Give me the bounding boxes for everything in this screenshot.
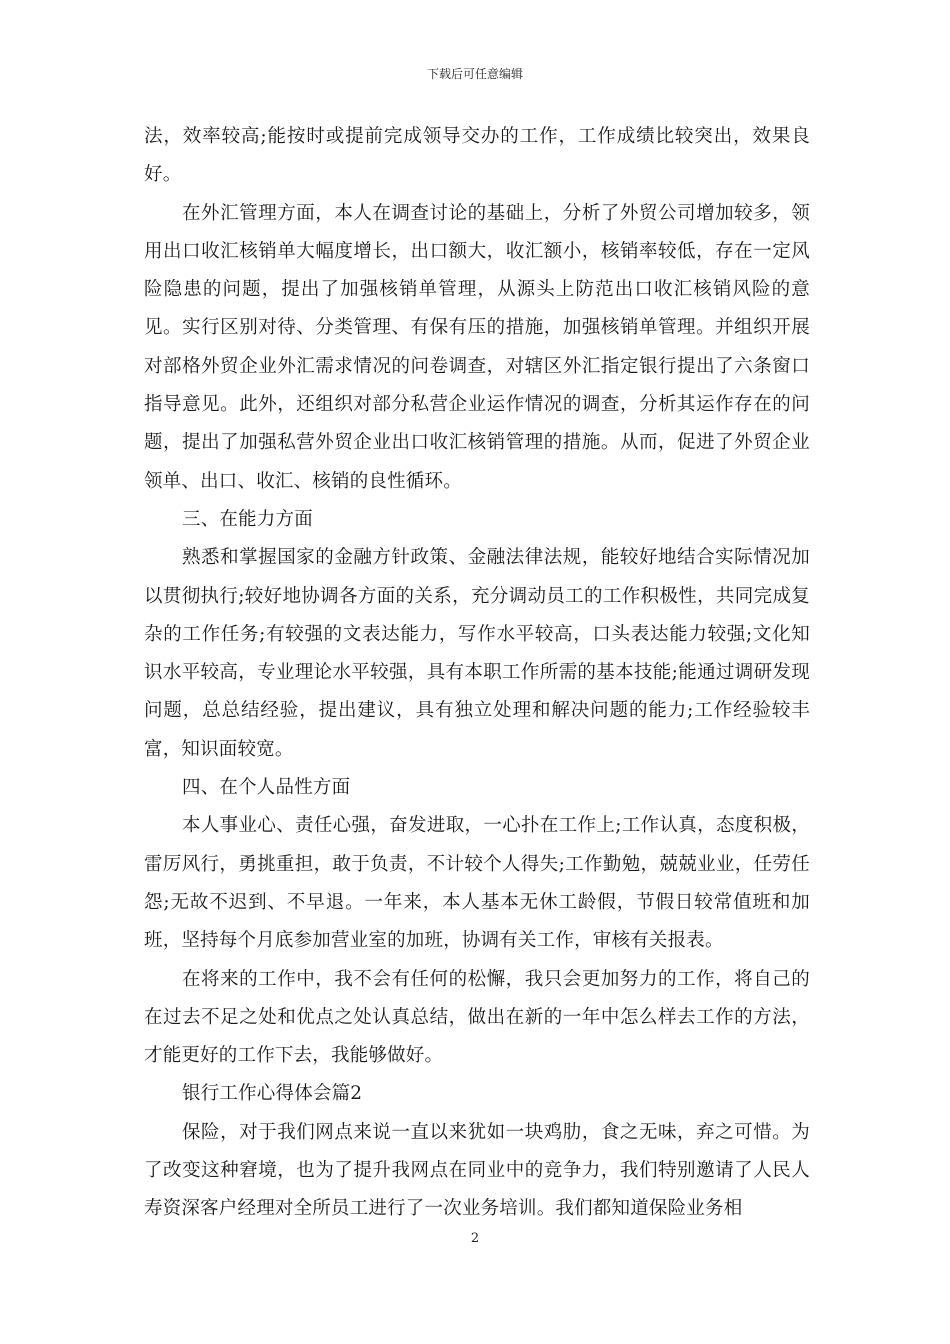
page-number: 2 xyxy=(470,1231,480,1246)
paragraph-forex-management: 在外汇管理方面，本人在调查讨论的基础上，分析了外贸公司增加较多，领用出口收汇核销单大幅度增长，出口额大，收汇额小，核销率较低，存在一定风险隐患的问题，提出了加强核销单管理，从源头上防范出口收汇核销风险的意见。实行区别对待、分类管理、有保有压的措施，加强核销单管理。并组织开展对部格外贸企业外汇需求情况的问卷调查，对辖区外汇指定银行提出了六条窗口指导意见。此外，还组织对部分私营企业运作情况的调查，分析其运作存在的问题，提出了加强私营外贸企业出口收汇核销管理的措施。从而，促进了外贸企业领单、出口、收汇、核销的良性循环。 xyxy=(144,202,810,492)
paragraph-ability: 熟悉和掌握国家的金融方针政策、金融法律法规，能较好地结合实际情况加以贯彻执行;较好地协调各方面的关系，充分调动员工的工作积极性，共同完成复杂的工作任务;有较强的文表达能力，写作水平较高，口头表达能力较强;文化知识水平较高，专业理论水平较强，具有本职工作所需的基本技能;能通过调研发现问题，总总结经验，提出建议，具有独立处理和解决问题的能力;工作经验较丰富，知识面较宽。 xyxy=(144,547,810,760)
page-header: 下载后可任意编辑 xyxy=(426,67,523,81)
section-heading-ability: 三、在能力方面 xyxy=(182,508,313,530)
paragraph-character: 本人事业心、责任心强，奋发进取，一心扑在工作上;工作认真，态度积极，雷厉风行，勇挑重担，敢于负责，不计较个人得失;工作勤勉，兢兢业业，任劳任怨;无故不迟到、不早退。一年来，本人基本无休工龄假，节假日较常值班和加班，坚持每个月底参加营业室的加班，协调有关工作，审核有关报表。 xyxy=(144,815,810,952)
paragraph-insurance: 保险，对于我们网点来说一直以来犹如一块鸡肋，食之无味，弃之可惜。为了改变这种窘境，也为了提升我网点在同业中的竞争力，我们特别邀请了人民人寿资深客户经理对全所员工进行了一次业务培训。我们都知道保险业务相 xyxy=(144,1121,810,1220)
document-body xyxy=(144,118,810,1229)
paragraph-continuation: 法，效率较高;能按时或提前完成领导交办的工作，工作成绩比较突出，效果良好。 xyxy=(144,126,810,186)
paragraph-future: 在将来的工作中，我不会有任何的松懈，我只会更加努力的工作，将自己的在过去不足之处和优点之处认真总结，做出在新的一年中怎么样去工作的方法，才能更好的工作下去，我能够做好。 xyxy=(144,968,810,1067)
section-heading-character: 四、在个人品性方面 xyxy=(182,777,351,799)
article-title: 银行工作心得体会篇2 xyxy=(182,1083,363,1105)
